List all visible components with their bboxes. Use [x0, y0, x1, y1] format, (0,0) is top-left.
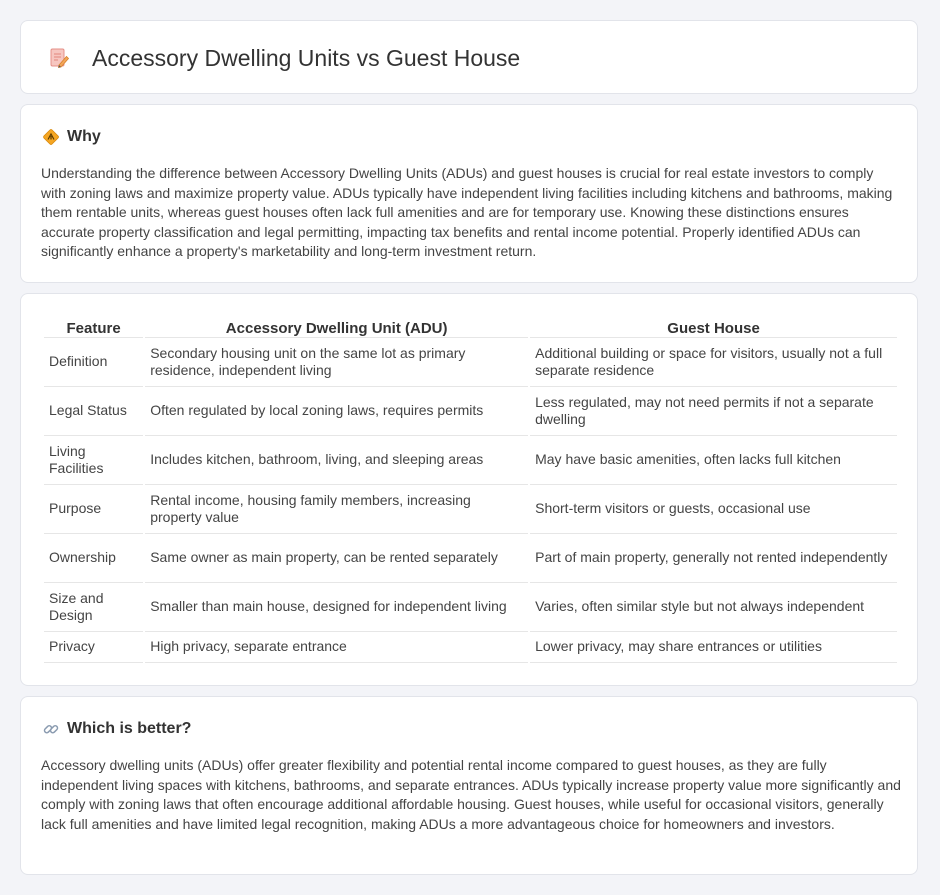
adu-cell: Same owner as main property, can be rented separately [145, 534, 528, 583]
table-row [44, 632, 897, 663]
which-is-better-section [20, 696, 918, 875]
comparison-table [42, 315, 899, 663]
guest-house-cell: Varies, often similar style but not always independent [530, 583, 897, 632]
guest-house-cell: Part of main property, generally not rented independently [530, 534, 897, 583]
link-icon [42, 720, 60, 738]
table-row [44, 436, 897, 485]
adu-cell: Smaller than main house, designed for independent living [145, 583, 528, 632]
guest-house-cell: Lower privacy, may share entrances or utilities [530, 632, 897, 663]
adu-cell: Often regulated by local zoning laws, requires permits [145, 387, 528, 436]
feature-cell: Legal Status [44, 387, 143, 436]
header-guest-house: Guest House [530, 315, 897, 338]
table-header-row [44, 315, 897, 338]
document-pencil-icon [47, 46, 71, 70]
header-adu: Accessory Dwelling Unit (ADU) [145, 315, 528, 338]
better-heading [42, 718, 191, 740]
comparison-section [20, 293, 918, 686]
table-row [44, 583, 897, 632]
table-row [44, 534, 897, 583]
guest-house-cell: May have basic amenities, often lacks full kitchen [530, 436, 897, 485]
better-body: Accessory dwelling units (ADUs) offer greater flexibility and potential rental income compared to guest houses, as they are fully independent living spaces with kitchens, bathrooms, and separate entrances. ADUs typically increase property value more significantly and comply with zoning laws that often encourage additional affordable housing. Guest houses, while useful for occasional visitors, generally lack full amenities and have limited legal recognition, making ADUs a more advantageous choice for homeowners and investors. [41, 757, 901, 832]
feature-cell: Definition [44, 338, 143, 387]
adu-cell: Secondary housing unit on the same lot as primary residence, independent living [145, 338, 528, 387]
why-heading-text: Why [67, 128, 101, 145]
better-heading-text: Which is better? [67, 720, 192, 737]
adu-cell: Includes kitchen, bathroom, living, and sleeping areas [145, 436, 528, 485]
feature-cell: Size and Design [44, 583, 143, 632]
why-section [20, 104, 918, 283]
table-row [44, 338, 897, 387]
title-card [20, 20, 918, 94]
table-row [44, 387, 897, 436]
feature-cell: Privacy [44, 632, 143, 663]
feature-cell: Purpose [44, 485, 143, 534]
guest-house-cell: Less regulated, may not need permits if not a separate dwelling [530, 387, 897, 436]
guest-house-cell: Additional building or space for visitors, usually not a full separate residence [530, 338, 897, 387]
header-feature: Feature [44, 315, 143, 338]
feature-cell: Ownership [44, 534, 143, 583]
guest-house-cell: Short-term visitors or guests, occasional use [530, 485, 897, 534]
why-body: Understanding the difference between Accessory Dwelling Units (ADUs) and guest houses is crucial for real estate investors to comply with zoning laws and maximize property value. ADUs typically have independent living facilities including kitchens and bathrooms, making them rentable units, whereas guest houses often lack full amenities and are for temporary use. Knowing these distinctions ensures accurate property classification and legal permitting, impacting tax benefits and rental income potential. Properly identified ADUs can significantly enhance a property's marketability and long-term investment return. [41, 165, 893, 260]
why-heading [42, 126, 101, 148]
road-sign-icon [42, 128, 60, 146]
feature-cell: Living Facilities [44, 436, 143, 485]
page-title: Accessory Dwelling Units vs Guest House [92, 45, 521, 71]
adu-cell: Rental income, housing family members, increasing property value [145, 485, 528, 534]
adu-cell: High privacy, separate entrance [145, 632, 528, 663]
table-row [44, 485, 897, 534]
